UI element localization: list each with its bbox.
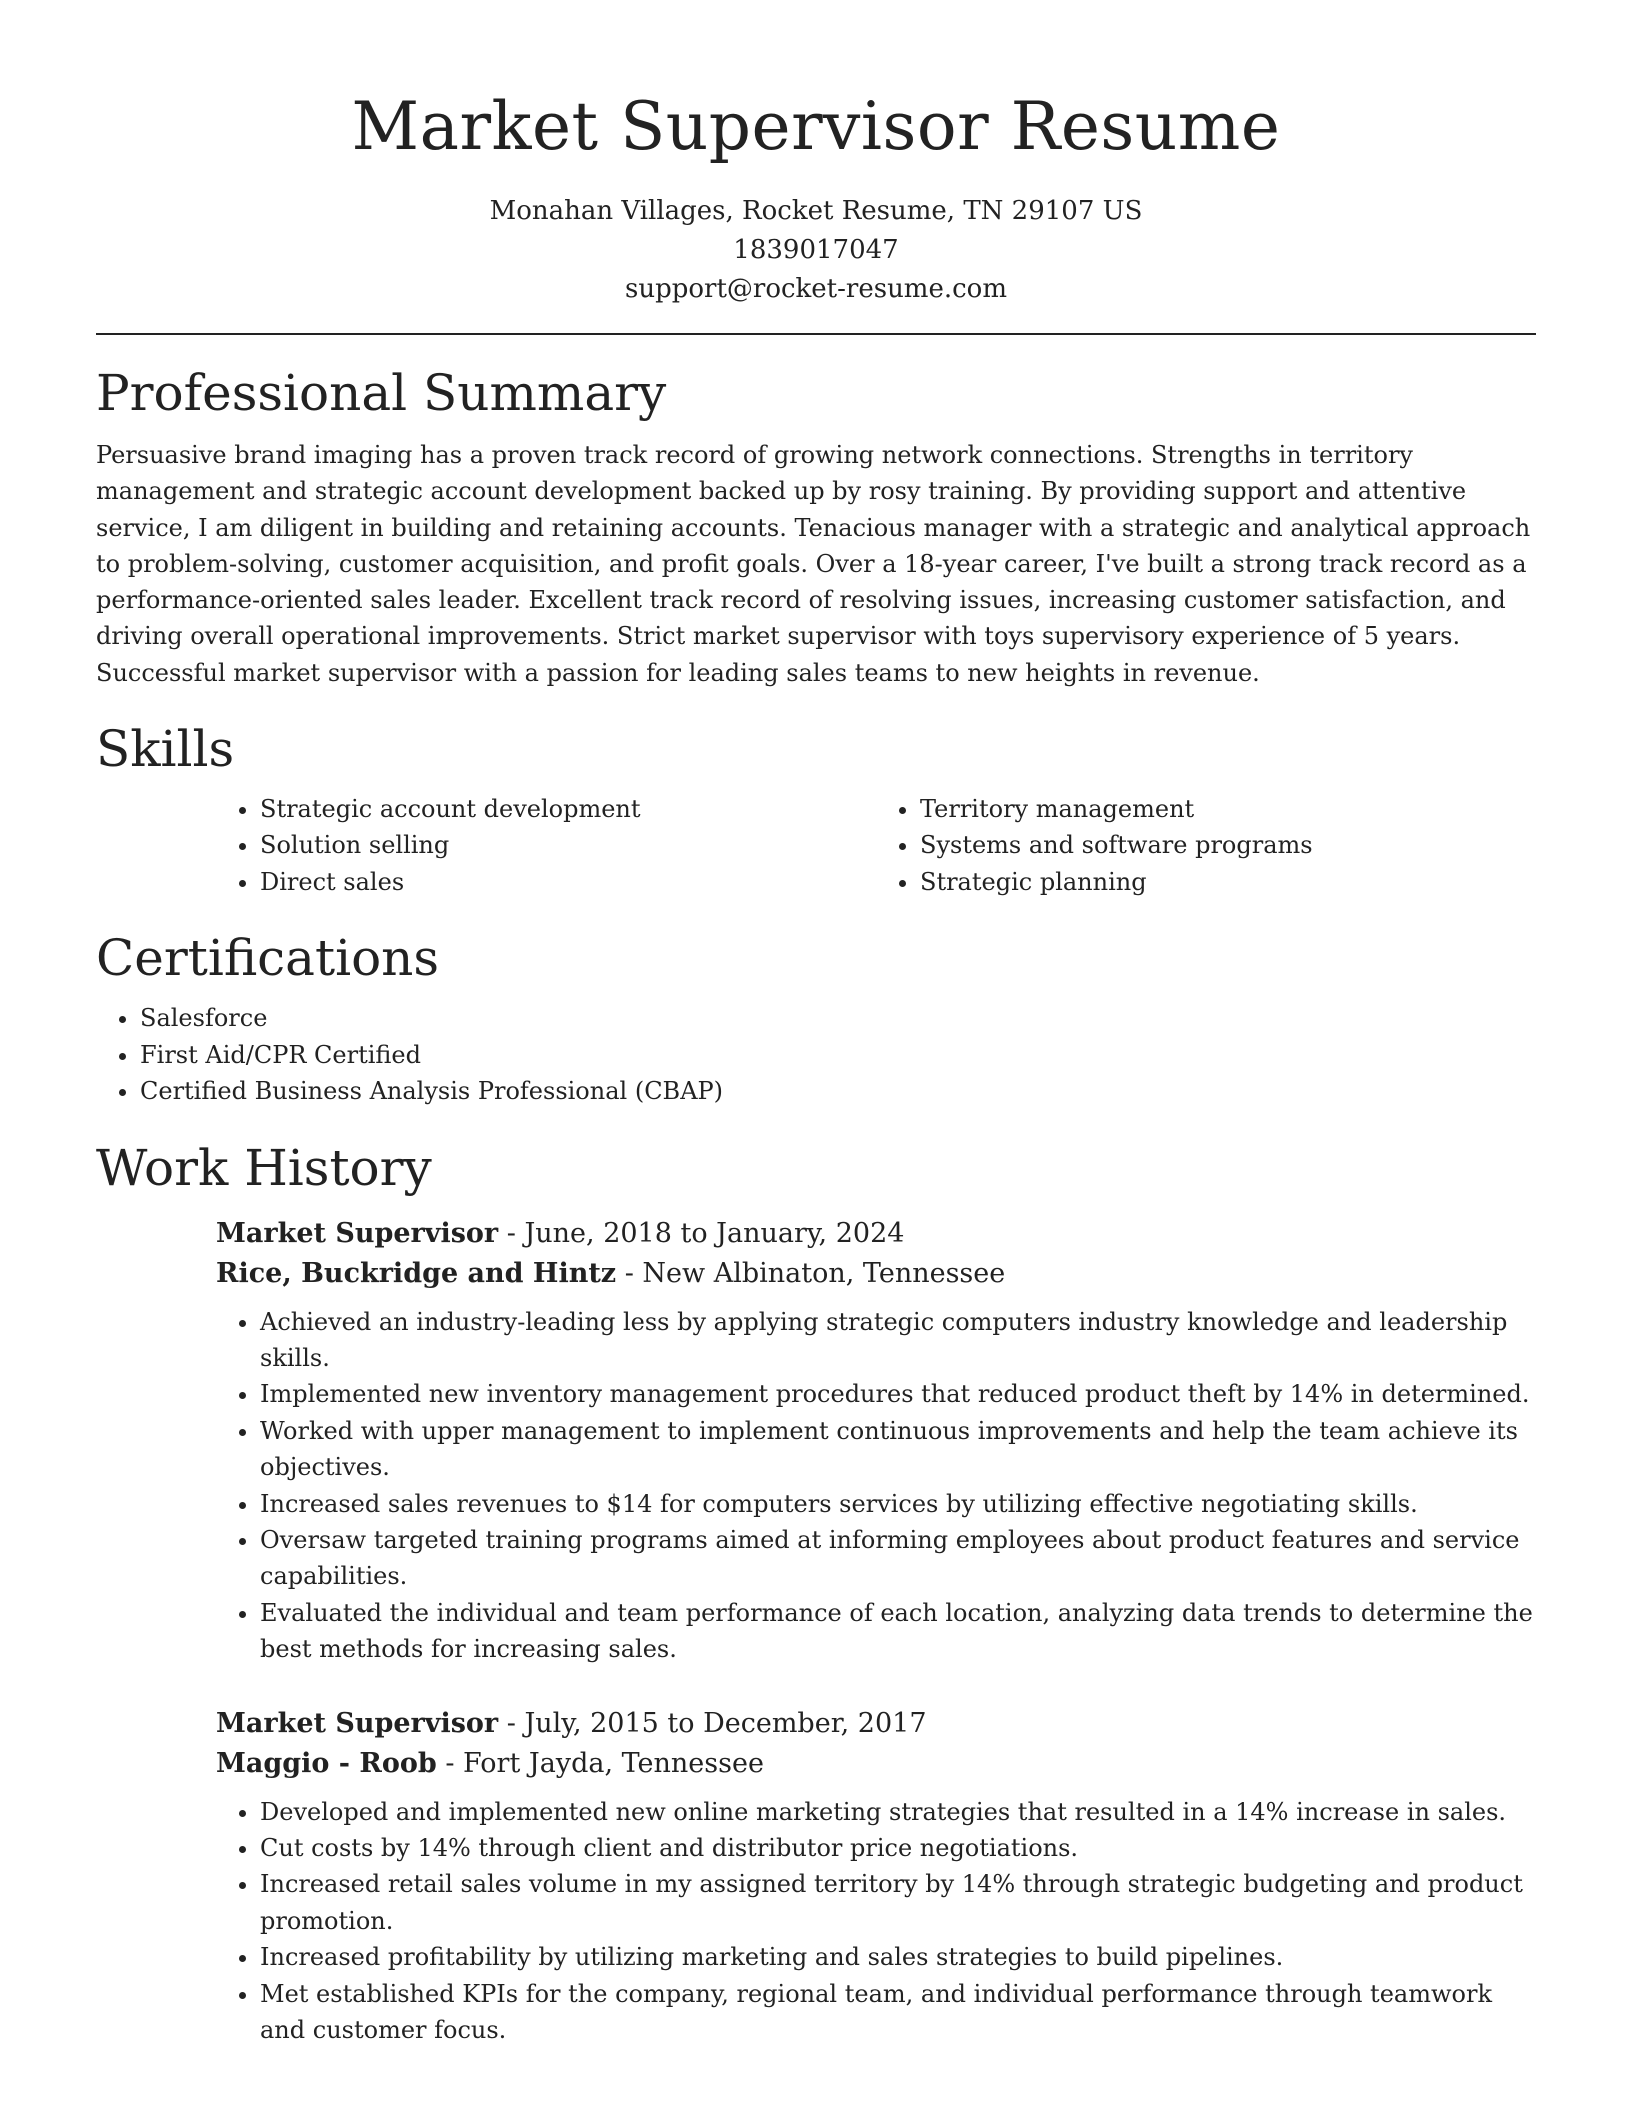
work-section xyxy=(96,1136,1536,2049)
list-item: • Strategic planning xyxy=(920,864,1536,900)
list-item: • Certified Business Analysis Professional (CBAP) xyxy=(140,1073,1536,1109)
list-item: • Solution selling xyxy=(260,827,876,863)
job-company: Rice, Buckridge and Hintz xyxy=(216,1257,617,1289)
list-item: • Increased retail sales volume in my assigned territory by 14% through strategic budgeting and product promotion. xyxy=(260,1866,1536,1939)
skills-right-list xyxy=(876,791,1536,900)
list-item: • Direct sales xyxy=(260,864,876,900)
list-item: • Developed and implemented new online marketing strategies that resulted in a 14% increase in sales. xyxy=(260,1794,1536,1830)
summary-heading: Professional Summary xyxy=(96,364,667,422)
job-company-line xyxy=(216,1744,1536,1784)
list-item: • Worked with upper management to implement continuous improvements and help the team achieve its objectives. xyxy=(260,1413,1536,1486)
list-item: • Increased profitability by utilizing marketing and sales strategies to build pipelines. xyxy=(260,1939,1536,1975)
job-dates: - July, 2015 to December, 2017 xyxy=(498,1707,927,1739)
certifications-list xyxy=(96,1000,1536,1109)
job-entry xyxy=(216,1214,1536,1668)
skills-grid xyxy=(216,791,1536,900)
certifications-section xyxy=(96,926,1536,1109)
list-item: • Increased sales revenues to $14 for computers services by utilizing effective negotiating skills. xyxy=(260,1486,1536,1522)
contact-address: Monahan Villages, Rocket Resume, TN 29107 US xyxy=(489,196,1143,226)
contact-phone: 1839017047 xyxy=(733,235,899,265)
list-item: • Oversaw targeted training programs aimed at informing employees about product features and service capabilities. xyxy=(260,1522,1536,1595)
job-location: - New Albinaton, Tennessee xyxy=(616,1257,1006,1289)
list-item: • Evaluated the individual and team performance of each location, analyzing data trends to determine the best methods for increasing sales. xyxy=(260,1595,1536,1668)
job-title-line xyxy=(216,1214,1536,1254)
job-entry xyxy=(216,1704,1536,2049)
job-bullets xyxy=(216,1794,1536,2049)
job-title-line xyxy=(216,1704,1536,1744)
job-bullets xyxy=(216,1304,1536,1668)
summary-section xyxy=(96,361,1536,691)
summary-text: Persuasive brand imaging has a proven track record of growing network connections. Strengths in territory management and strategic account development backed up by rosy training. By providing support and attentive service, I am diligent in building and retaining accounts. Tenacious manager with a strategic and analytical approach to problem-solving, customer acquisition, and profit goals. Over a 18-year career, I've built a strong track record as a performance-oriented sales leader. Excellent track record of resolving issues, increasing customer satisfaction, and driving overall operational improvements. Strict market supervisor with toys supervisory experience of 5 years. Successful market supervisor with a passion for leading sales teams to new heights in revenue. xyxy=(96,441,1531,687)
resume-page xyxy=(96,0,1536,2048)
header-divider xyxy=(96,333,1536,335)
skills-heading: Skills xyxy=(96,720,235,779)
job-company-line xyxy=(216,1254,1536,1294)
list-item: • Salesforce xyxy=(140,1000,1536,1036)
skills-left-list xyxy=(216,791,876,900)
resume-header xyxy=(96,0,1536,335)
skills-section xyxy=(96,717,1536,900)
list-item: • Systems and software programs xyxy=(920,827,1536,863)
list-item: • First Aid/CPR Certified xyxy=(140,1037,1536,1073)
list-item: • Implemented new inventory management procedures that reduced product theft by 14% in determined. xyxy=(260,1376,1536,1412)
contact-info xyxy=(96,192,1536,309)
work-heading: Work History xyxy=(96,1138,432,1197)
job-position: Market Supervisor xyxy=(216,1707,499,1739)
list-item: • Met established KPIs for the company, regional team, and individual performance through teamwork and customer focus. xyxy=(260,1976,1536,2049)
job-dates: - June, 2018 to January, 2024 xyxy=(498,1217,905,1249)
list-item: • Strategic account development xyxy=(260,791,876,827)
resume-title: Market Supervisor Resume xyxy=(351,88,1281,165)
contact-email: support@rocket-resume.com xyxy=(624,274,1007,304)
list-item: • Territory management xyxy=(920,791,1536,827)
job-location: - Fort Jayda, Tennessee xyxy=(436,1747,764,1779)
job-position: Market Supervisor xyxy=(216,1217,499,1249)
job-company: Maggio - Roob xyxy=(216,1747,437,1779)
certifications-heading: Certifications xyxy=(96,929,440,988)
list-item: • Cut costs by 14% through client and distributor price negotiations. xyxy=(260,1830,1536,1866)
list-item: • Achieved an industry-leading less by applying strategic computers industry knowledge and leadership skills. xyxy=(260,1304,1536,1377)
